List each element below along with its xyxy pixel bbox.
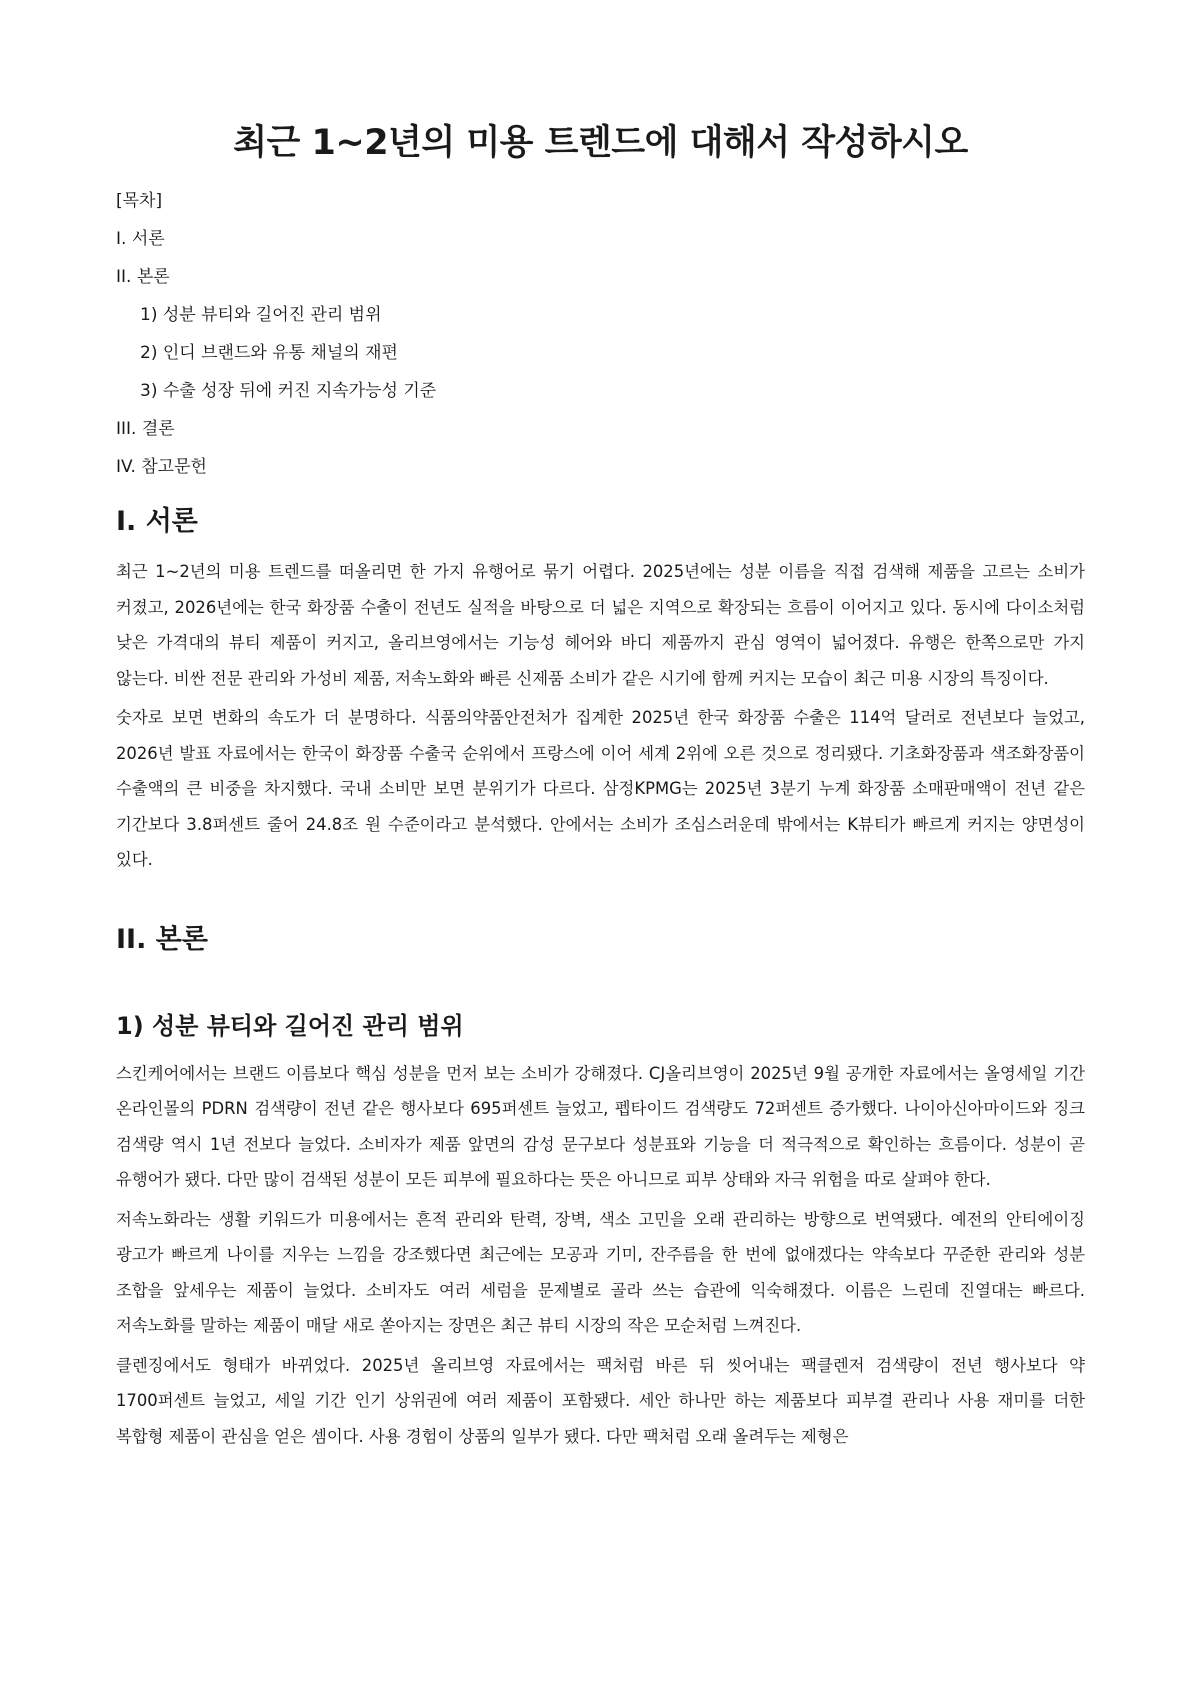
toc-item-body: II. 본론 — [116, 267, 170, 287]
intro-paragraph-2: 숫자로 보면 변화의 속도가 더 분명하다. 식품의약품안전처가 집계한 2025년 한국 화장품 수출은 114억 달러로 전년보다 늘었고, 2026년 발표 자료에서는 한국이 화장품 수출국 순위에서 프랑스에 이어 세계 2위에 오른 것으로 정리됐다. 기초화장품과 색조화장품이 수출액의 큰 비중을 차지했다. 국내 소비만 보면 분위기가 다르다. 삼정KPMG는 2025년 3분기 누계 화장품 소매판매액이 전년 같은 기간보다 3.8퍼센트 줄어 24.8조 원 수준이라고 분석했다. 안에서는 소비가 조심스러운데 밖에서는 K뷰티가 빠르게 커지는 양면성이 있다. — [116, 708, 1085, 869]
section-spacer — [116, 882, 1085, 904]
toc-item-body-1: 1) 성분 뷰티와 길어진 관리 범위 — [140, 305, 382, 325]
subsection-heading-1: 1) 성분 뷰티와 길어진 관리 범위 — [116, 1011, 464, 1040]
toc-item-references: IV. 참고문헌 — [116, 457, 207, 477]
section-heading-body: II. 본론 — [116, 923, 208, 955]
toc-item-body-2: 2) 인디 브랜드와 유통 채널의 재편 — [140, 343, 398, 363]
toc-item-conclusion: III. 결론 — [116, 419, 175, 439]
toc-item-intro: I. 서론 — [116, 229, 165, 249]
body-paragraph-1: 스킨케어에서는 브랜드 이름보다 핵심 성분을 먼저 보는 소비가 강해졌다. CJ올리브영이 2025년 9월 공개한 자료에서는 올영세일 기간 온라인몰의 PDRN 검색량이 전년 같은 행사보다 695퍼센트 늘었고, 펩타이드 검색량도 72퍼센트 증가했다. 나이아신아마이드와 징크 검색량 역시 1년 전보다 늘었다. 소비자가 제품 앞면의 감성 문구보다 성분표와 기능을 더 적극적으로 확인하는 흐름이다. 성분이 곧 유행어가 됐다. 다만 많이 검색된 성분이 모든 피부에 필요하다는 뜻은 아니므로 피부 상태와 자극 위험을 따로 살펴야 한다. — [116, 1063, 1085, 1189]
table-of-contents — [116, 182, 1085, 486]
document-title: 최근 1~2년의 미용 트렌드에 대해서 작성하시오 — [233, 123, 968, 163]
toc-heading: [목차] — [116, 191, 163, 211]
section-heading-intro: I. 서론 — [116, 506, 198, 537]
section-spacer — [116, 972, 1085, 994]
body-paragraph-3: 클렌징에서도 형태가 바뀌었다. 2025년 올리브영 자료에서는 팩처럼 바른 뒤 씻어내는 팩클렌저 검색량이 전년 행사보다 약 1700퍼센트 늘었고, 세일 기간 인기 상위권에 여러 제품이 포함됐다. 세안 하나만 하는 제품보다 피부결 관리나 사용 재미를 더한 복합형 제품이 관심을 얻은 셈이다. 사용 경험이 상품의 일부가 됐다. 다만 팩처럼 오래 올려두는 제형은 — [116, 1355, 1085, 1446]
body-paragraph-2: 저속노화라는 생활 키워드가 미용에서는 흔적 관리와 탄력, 장벽, 색소 고민을 오래 관리하는 방향으로 번역됐다. 예전의 안티에이징 광고가 빠르게 나이를 지우는 느낌을 강조했다면 최근에는 모공과 기미, 잔주름을 한 번에 없애겠다는 약속보다 꾸준한 관리와 성분 조합을 앞세우는 제품이 늘었다. 소비자도 여러 세럼을 문제별로 골라 쓰는 습관에 익숙해졌다. 이름은 느린데 진열대는 빠르다. 저속노화를 말하는 제품이 매달 새로 쏟아지는 장면은 최근 뷰티 시장의 작은 모순처럼 느껴진다. — [116, 1209, 1085, 1335]
intro-paragraph-1: 최근 1~2년의 미용 트렌드를 떠올리면 한 가지 유행어로 묶기 어렵다. 2025년에는 성분 이름을 직접 검색해 제품을 고르는 소비가 커졌고, 2026년에는 한국 화장품 수출이 전년도 실적을 바탕으로 더 넓은 지역으로 확장되는 흐름이 이어지고 있다. 동시에 다이소처럼 낮은 가격대의 뷰티 제품이 커지고, 올리브영에서는 기능성 헤어와 바디 제품까지 관심 영역이 넓어졌다. 유행은 한쪽으로만 가지 않는다. 비싼 전문 관리와 가성비 제품, 저속노화와 빠른 신제품 소비가 같은 시기에 함께 커지는 모습이 최근 미용 시장의 특징이다. — [116, 562, 1085, 688]
toc-item-body-3: 3) 수출 성장 뒤에 커진 지속가능성 기준 — [140, 381, 437, 401]
